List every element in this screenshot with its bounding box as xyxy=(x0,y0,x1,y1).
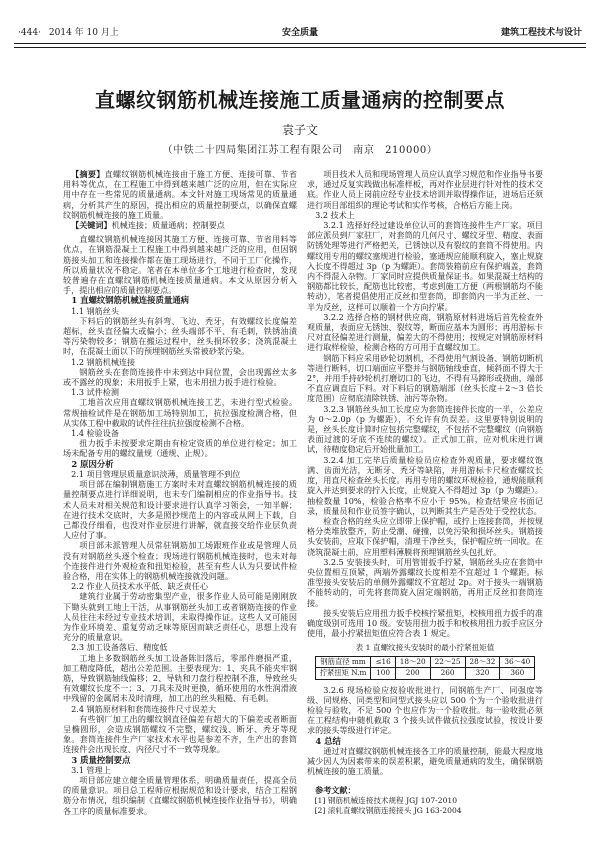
body-paragraph: 项目技术人员和现场管理人员应认真学习规范和作业指导书要求，通过反复实践做出标准样板，再对作业层进行针对性的技术交底。作业人员上岗前应经专业技术培训并取得操作证，进场后还须进行项目部组织的理论考试和实作考核，合格后方能上岗。 xyxy=(307,169,543,210)
keywords-label: 【关键词】 xyxy=(71,220,112,231)
keywords-text: 机械连接；质量通病；控制要点 xyxy=(111,220,225,231)
header-rule xyxy=(14,43,586,44)
running-header xyxy=(18,27,582,41)
body-paragraph: 建筑行业属于劳动密集型产业，很多作业人员可能是刚刚放下锄头就到工地上干活，从事钢筋丝头加工或者钢筋连接的作业人员往往未经过专业技术培训，未取得操作证。这些人又可能因为作业环境差、重复劳动乏味等原因而缺乏责任心，思想上没有充分的质量意识。 xyxy=(63,591,297,643)
body-paragraph: 工地首次应用直螺纹钢筋机械连接工艺，未进行型式检验。常规抽检试件是在钢筋加工场特别加工，抗拉强度检测合格，但从实体工程中截取的试件往往抗拉强度检测不合格。 xyxy=(63,397,297,428)
table-row xyxy=(315,668,535,680)
subsection-heading: 1.4 检验设备 xyxy=(71,428,119,439)
body-paragraph: 项目部在编制钢筋施工方案时未对直螺纹钢筋机械连接的质量控制要点进行详细说明，也未专门编制相应的作业指导书。技术人员未对相关规范和设计要求进行认真学习领会，一知半解；在进行技术交底时，大多是照抄规范上的内容或从网上下载，自己都没仔细看，也没对作业层进行讲解，就直接交给作业层负责人应付了事。 xyxy=(63,479,297,541)
body-paragraph: 项目部应建立健全质量管理体系，明确质量责任，提高全员的质量意识。项目总工程师应根据规范和设计要求，结合工程钢筋分布情况，组织编制《直螺纹钢筋机械连接作业指导书》，明确各工序的质量标准要求。 xyxy=(63,774,297,816)
table-cell: 36～40 xyxy=(500,656,535,668)
table-cell: 200 xyxy=(395,668,430,680)
table-cell: 18～20 xyxy=(395,656,430,668)
subsection-heading: 2.3 加工设备落后、精度低 xyxy=(71,642,168,653)
section-heading: 2 原因分析 xyxy=(71,458,114,469)
issue-date: 2014 年 10 月上 xyxy=(48,28,119,38)
article-author: 袁子文 xyxy=(281,123,318,137)
table-cell: 28～32 xyxy=(465,656,500,668)
body-paragraph: 下料后的钢筋丝头有斜弯、飞边、秃牙，有效螺纹长度偏差超标，丝头直径偏大或偏小；丝头端部不平、有毛刺，铁锈油渍等污染物较多；钢筋在搬运过程中，丝头损坏较多；浇筑混凝土时，在混凝土面以下的预埋钢筋丝头常被砂浆污染。 xyxy=(63,315,297,357)
table-cell: 拧紧扭矩 N.m xyxy=(315,668,371,680)
body-paragraph: 扭力扳手未按要求定期由有检定资质的单位进行检定；加工场未配备专用的螺纹量规（通规、止规）。 xyxy=(63,438,297,459)
reference-item: [2] 滚轧直螺纹钢筋连接接头 JG 163-2004 xyxy=(314,805,462,815)
table-row xyxy=(315,656,535,668)
table-cell: 钢筋直径 mm xyxy=(315,656,371,668)
table-cell: 22～25 xyxy=(430,656,465,668)
body-paragraph: 检查合格的丝头应立即带上保护帽，或拧上连接套筒，并按规格分类堆放整齐，防止受潮、碰撞，以免污染和损坏丝头。钢筋接头安装前，应取下保护帽，清理干净丝头，保护帽应统一回收。在浇筑混凝土前，应用塑料薄膜将预埋钢筋丝头包扎好。 xyxy=(307,515,543,557)
table-cell: ≤16 xyxy=(371,656,395,668)
abstract xyxy=(63,169,297,220)
body-paragraph: 接头安装后应用扭力扳手校核拧紧扭矩，校核用扭力扳手的准确度级别可选用 10 级。安装用扭力扳手和校核用扭力扳手应区分使用，最小拧紧扭矩值应符合表 1 规定。 xyxy=(307,607,543,639)
reference-item: [1] 钢筋机械连接技术规程 JGJ 107-2010 xyxy=(314,795,458,805)
torque-table xyxy=(315,656,536,680)
table-cell: 260 xyxy=(430,668,465,680)
body-paragraph: 钢筋下料应采用砂轮切割机，不得使用气割设备、钢筋切断机等进行断料，切口端面应平整并与钢筋轴线垂直，倾斜面不得大于 2°，并用手持砂轮机打磨切口的飞边，不得有马蹄形或挠曲，端部不直应调直后下料。对下料后的钢筋端部（丝头长度＋2～3 倍长度范围）应彻底清除铁锈、油污等杂物。 xyxy=(307,352,543,404)
section-heading: 3 质量控制要点 xyxy=(71,754,131,765)
author-affiliation: （中铁二十四局集团江苏工程有限公司 南京 210000） xyxy=(162,145,438,156)
body-paragraph: 3.2.4 加工完毕后质量检验员应检查外观质量，要求螺纹饱满、齿面光洁，无断牙、秃牙等缺陷，并用游标卡尺检查螺纹长度，用直尺检查丝头长度。再用专用的螺纹环规检验，通规能顺利旋入并达到要求的拧入长度，止规旋入不得超过 3p（p 为螺距）。抽检数量 10%，检验合格率不应小于 95%。检查结果应书面记录，质量员和作业员签字确认，以判断其生产是否处于受控状态。 xyxy=(307,454,543,516)
keywords xyxy=(63,220,297,230)
body-paragraph: 项目部未派管理人员常驻钢筋加工场跟班作业或是管理人员没有对钢筋丝头逐个检查；现场进行钢筋机械连接时，也未对每个连接件进行外观检查和扭矩检验，甚至有些人认为只要试件检验合格，用在实体上的钢筋机械连接就没问题。 xyxy=(63,540,297,581)
subsection-heading: 3.2 技术上 xyxy=(315,209,355,220)
abstract-text: 直螺纹钢筋机械连接由于施工方便、连接可靠、节省用料等优点，在工程施工中得到越来越广泛的应用，但在实际应用中存在一些常见的质量通病。本文针对施工现场常见的质量通病，分析其产生的原因，提出相应的质量控制要点，以确保直螺纹钢筋机械连接的施工质量。 xyxy=(63,169,297,220)
section-heading: 1 直螺纹钢筋机械连接质量通病 xyxy=(71,295,190,306)
body-paragraph: 通过对直螺纹钢筋机械连接各工序的质量控制，能最大程度地减少因人为因素带来的误差积累，避免质量通病的发生，确保钢筋机械连接的施工质量。 xyxy=(307,745,543,777)
body-paragraph: 3.2.5 安装接头时，可用管钳扳手拧紧，钢筋丝头应在套筒中央位置相互顶紧，两端外露螺纹长度相差不宜超过 1 个螺距。标准型接头安装后的单侧外露螺纹不宜超过 2p。对于接头一端钢筋不能转动的，可先将套筒旋入固定端钢筋，再用正反丝扣套筒连接。 xyxy=(307,556,543,608)
table-cell: 100 xyxy=(371,668,395,680)
references-label: 参考文献： xyxy=(315,785,356,796)
left-column xyxy=(63,169,297,816)
body-paragraph: 3.2.1 选择好经过建设单位认可的套筒连接件生产厂家。项目部应派员到厂家驻厂，对套筒的几何尺寸、螺纹牙型、精度、表面防锈处理等进行严格把关，已锈蚀以及有裂纹的套筒不得使用。内螺纹用专用的螺纹塞规进行检验，塞通规应能顺利旋入，塞止规旋入长度不得超过 3p（p 为螺距）。套筒装箱前应有保护端盖，套筒内不得混入杂物。厂家同时应提供质量保证书。如果混凝土结构的钢筋都比较长，配筋也比较密，考虑到施工方便（两根钢筋均不能转动），笔者提倡使用正反丝扣型套筒，即套筒内一半为正丝、一半为反丝，这样可以顺着一个方向拧紧。 xyxy=(307,220,543,312)
subsection-heading: 2.1 项目管理层质量意识淡薄，质量管理不到位 xyxy=(71,468,241,479)
subsection-heading: 2.2 作业人员技术水平低、缺乏责任心 xyxy=(71,581,208,592)
section-heading: 4 总结 xyxy=(315,735,341,746)
subsection-heading: 1.1 钢筋丝头 xyxy=(71,305,119,316)
body-paragraph: 有些钢厂加工出的螺纹钢直径偏差有超大的下偏差或者断面呈椭圆形，会造成钢筋螺纹不完整，螺纹浅、断牙、秃牙等现象。套筒连接件生产厂家技术水平也是参差不齐，生产出的套筒连接件会出现长度、内径尺寸不一致等现象。 xyxy=(63,713,297,755)
subsection-heading: 1.3 试件检测 xyxy=(71,387,119,398)
table-cell: 360 xyxy=(500,668,535,680)
table-caption: 表 1 直螺纹接头安装时的最小拧紧扭矩值 xyxy=(355,643,495,653)
subsection-heading: 2.4 钢筋原材料和套筒连接件尺寸误差大 xyxy=(71,703,217,714)
abstract-label: 【摘要】 xyxy=(71,169,105,179)
intro-paragraph: 直螺纹钢筋机械连接因其施工方便、连接可靠、节省用料等优点，在钢筋混凝土工程施工中得到越来越广泛的应用，但因钢筋接头加工和连接操作都在施工现场进行，不同于工厂化操作，所以质量状况不稳定。笔者在本单位多个工地进行检查时，发现较普遍存在直螺纹钢筋机械连接质量通病。本文从原因分析入手，提出相应的质量控制要点。 xyxy=(63,234,297,296)
body-paragraph: 3.2.3 钢筋丝头加工长度应为套筒连接件长度的一半，公差应为 0～2.0p（p 为螺距），不允许有负误差。这里要特别说明的是，丝头长度计算时应包括完整螺纹，不包括不完整螺纹（向钢筋表面过渡的牙底不连续的螺纹）。正式加工前，应对机床进行调试，待精度稳定后开始批量加工。 xyxy=(307,403,543,455)
table-cell: 320 xyxy=(465,668,500,680)
body-paragraph: 工地上多数钢筋丝头加工设备陈旧落后，零部件磨损严重，加工精度降低，超出公差范围。主要表现为：1、夹具不能夹牢钢筋，导致钢筋轴线偏移；2、导轨和刀盘行程控制不准，导致丝头有效螺纹长度不一；3、刀具未及时更换，循环使用的水性润滑液中残留的金属屑未及时清理，加工出的丝头粗糙、有毛刺。 xyxy=(63,652,297,704)
body-paragraph: 3.2.6 现场检验应按验收批进行，同钢筋生产厂、同强度等级、同规格、同类型和同型式接头应以 500 个为一个验收批进行检验与验收，不足 500 个也应作为一个验收批。每一验收批必须在工程结构中随机截取 3 个接头试件做抗拉强度试验，按设计要求的接头等级进行评定。 xyxy=(307,684,543,736)
right-column xyxy=(307,169,543,816)
section-name: 安全质量 xyxy=(281,28,318,38)
body-paragraph: 钢筋丝头在套筒连接件中未到达中间位置，会出现露丝太多或不露丝的现象；未用扳手上紧，也未用扭力扳手进行检验。 xyxy=(63,366,297,388)
header-rule-thin xyxy=(14,47,586,48)
article-title: 直螺纹钢筋机械连接施工质量通病的控制要点 xyxy=(95,88,505,112)
body-paragraph: 3.2.2 选择合格的钢材供应商，钢筋原材料进场后首先检查外观质量，表面应无锈蚀、裂纹等，断面应基本为圆形；再用游标卡尺对直径偏差进行测量，偏差大的不得使用；按规定对钢筋原材料进行取样检验，检测合格的方可用于直螺纹加工。 xyxy=(307,311,543,353)
journal-name: 建筑工程技术与设计 xyxy=(500,28,582,38)
subsection-heading: 1.2 钢筋机械连接 xyxy=(71,356,136,367)
subsection-heading: 3.1 管理上 xyxy=(71,764,111,775)
page-number: ·444· xyxy=(18,28,41,38)
